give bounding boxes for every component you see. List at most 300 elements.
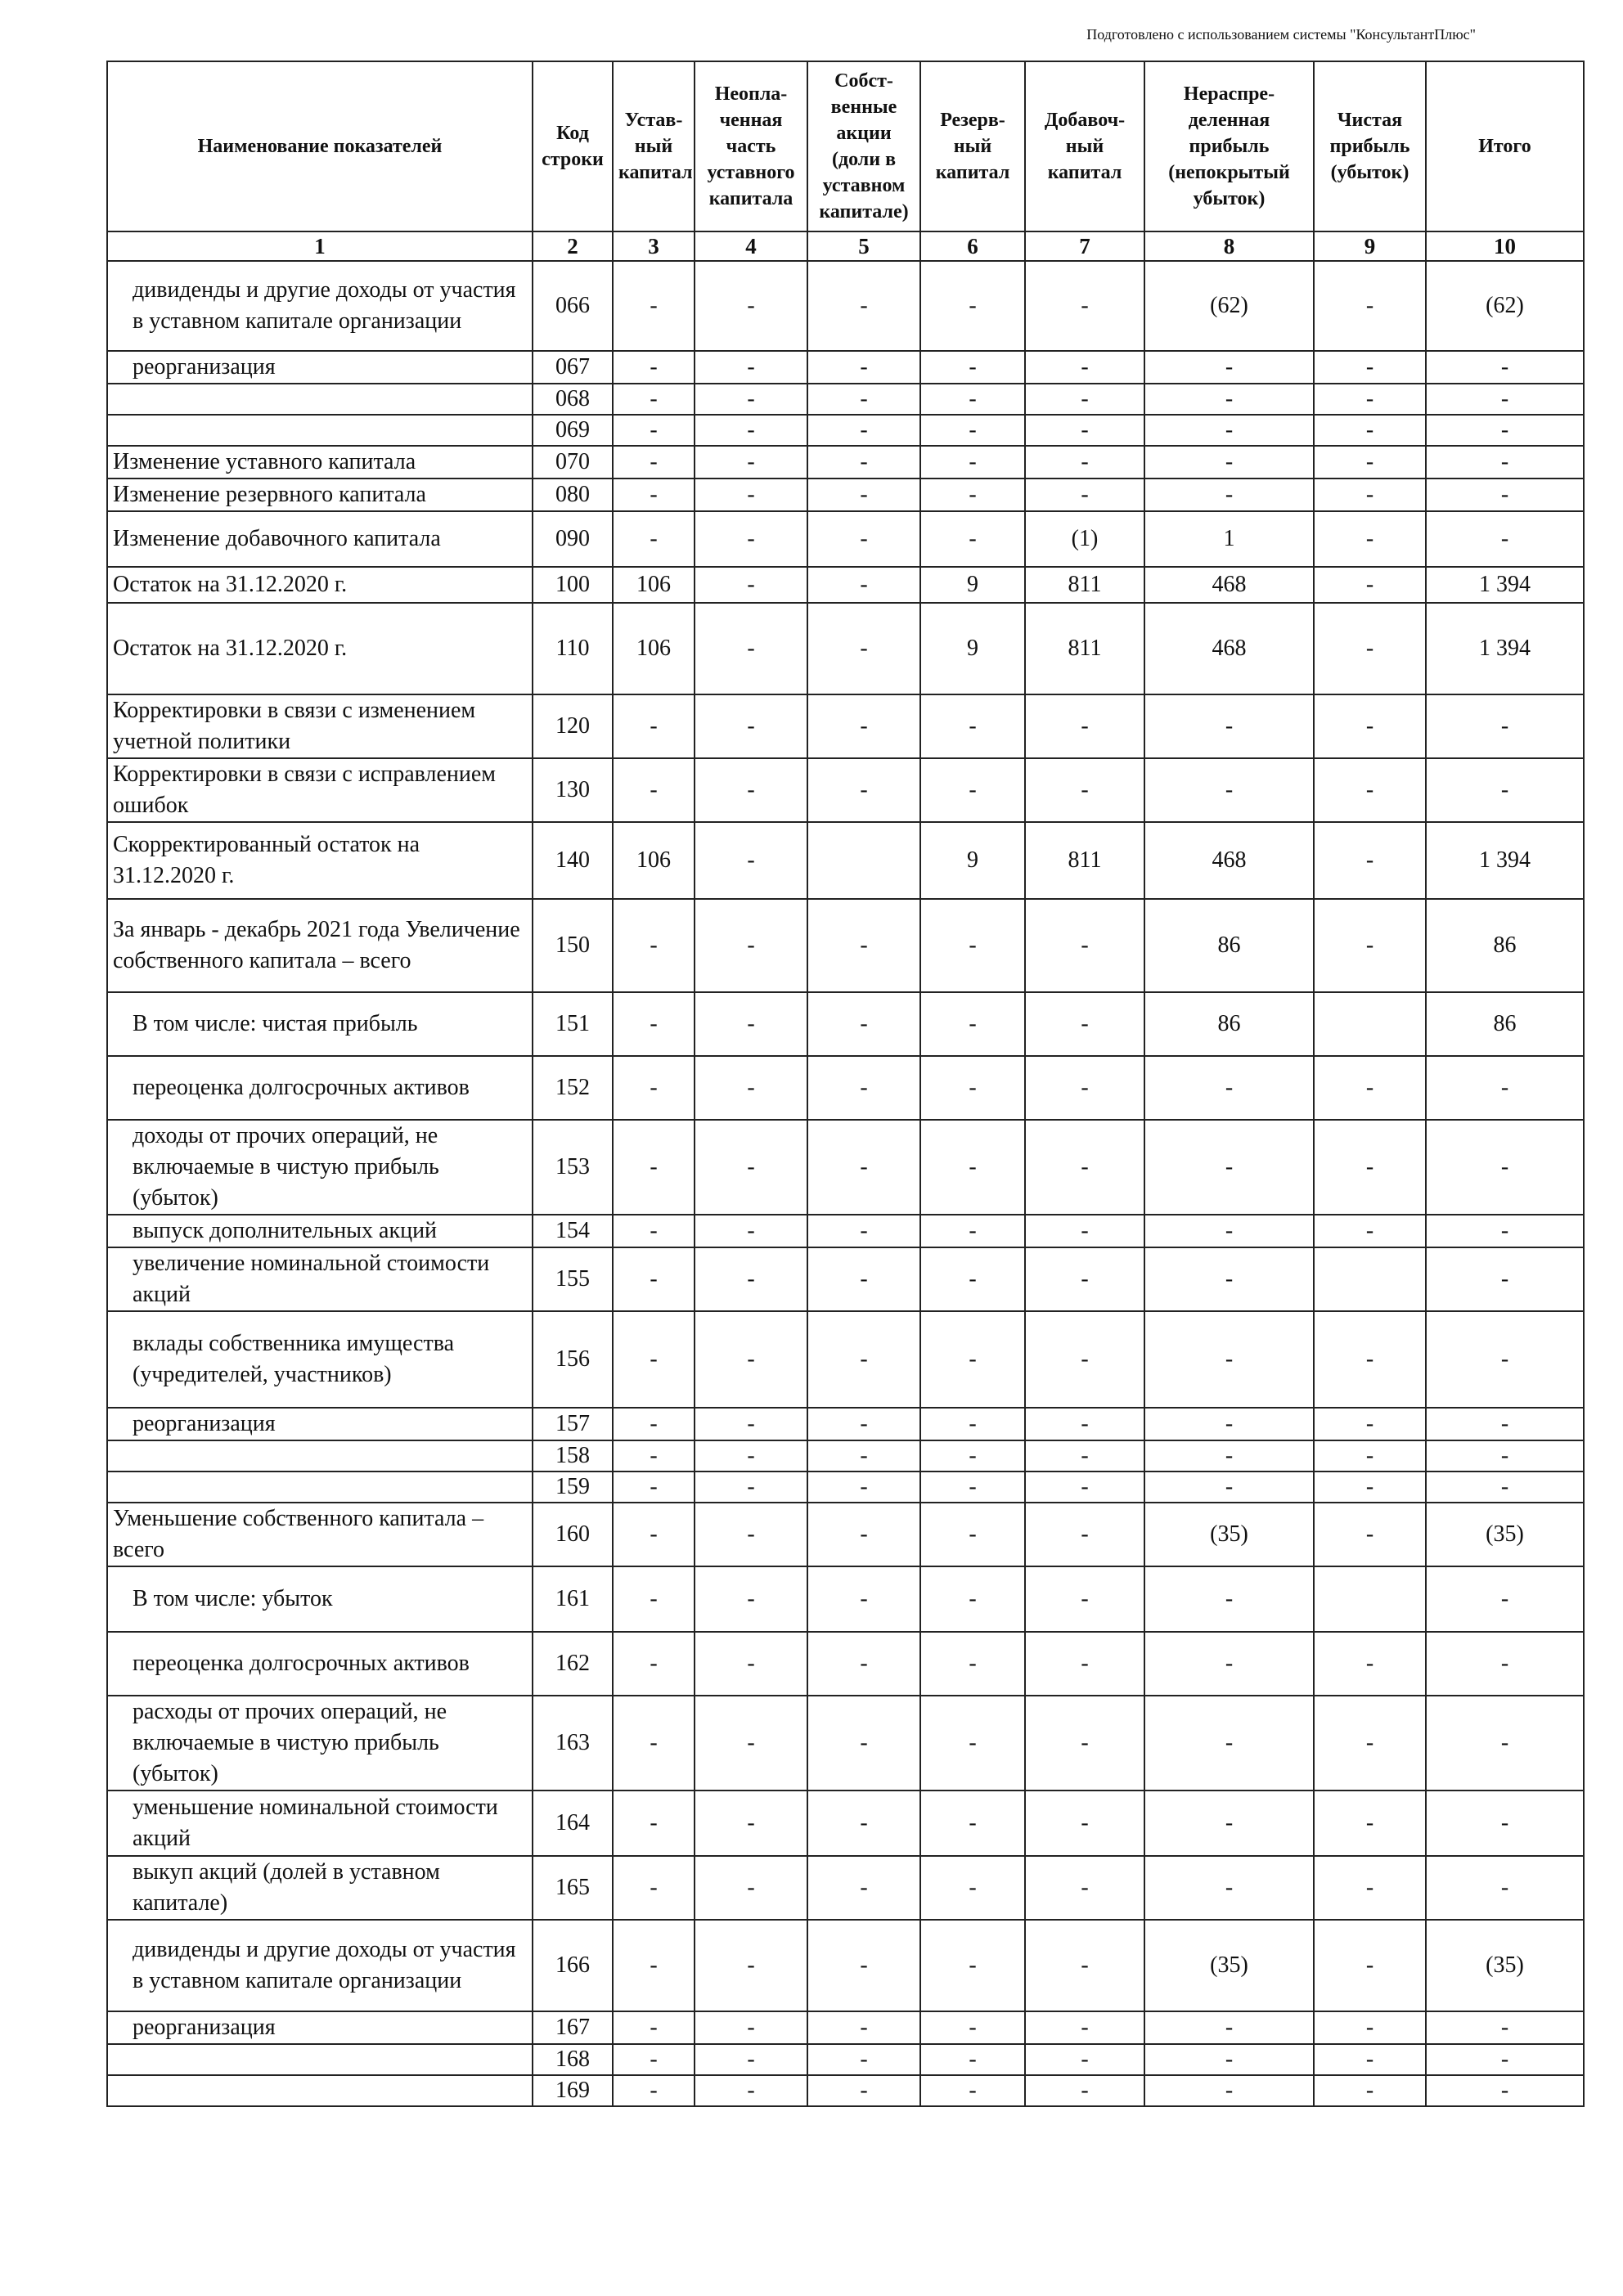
cell-value: -	[920, 1120, 1025, 1215]
cell-value: -	[1144, 479, 1314, 511]
cell-value: -	[695, 1247, 807, 1311]
cell-value: -	[920, 1566, 1025, 1632]
cell-value: -	[1314, 1408, 1426, 1440]
cell-value: -	[807, 567, 920, 603]
cell-value: -	[613, 1856, 695, 1920]
cell-value: -	[1314, 446, 1426, 479]
cell-value: -	[1025, 1056, 1144, 1120]
cell-value: -	[1025, 1856, 1144, 1920]
cell-value: -	[1426, 1247, 1584, 1311]
cell-value: -	[1025, 1920, 1144, 2011]
cell-value: -	[1426, 2044, 1584, 2075]
cell-value: -	[1144, 1856, 1314, 1920]
cell-value: -	[695, 1472, 807, 1503]
cell-value: -	[1025, 1503, 1144, 1566]
row-label: увеличение номинальной стоимости акций	[107, 1247, 533, 1311]
row-label: Остаток на 31.12.2020 г.	[107, 567, 533, 603]
cell-value: -	[920, 1247, 1025, 1311]
row-code: 167	[533, 2011, 613, 2044]
row-code: 067	[533, 351, 613, 384]
cell-value: -	[1144, 758, 1314, 822]
cell-value: -	[695, 694, 807, 758]
cell-value: -	[613, 1056, 695, 1120]
cell-value: 106	[613, 603, 695, 694]
cell-value: -	[1025, 479, 1144, 511]
cell-value: -	[613, 1920, 695, 2011]
cell-value: 86	[1426, 992, 1584, 1056]
cell-value: -	[1426, 415, 1584, 446]
cell-value: -	[807, 603, 920, 694]
cell-value: -	[613, 415, 695, 446]
cell-value: -	[695, 1056, 807, 1120]
cell-value: -	[920, 1215, 1025, 1247]
cell-value: -	[1025, 1215, 1144, 1247]
cell-value: (35)	[1144, 1503, 1314, 1566]
cell-value: 86	[1144, 992, 1314, 1056]
cell-value: -	[1426, 694, 1584, 758]
cell-value: -	[1025, 2044, 1144, 2075]
cell-value: -	[807, 1408, 920, 1440]
column-number: 5	[807, 231, 920, 261]
row-label: Скорректированный остаток на 31.12.2020 г.	[107, 822, 533, 899]
row-code: 110	[533, 603, 613, 694]
cell-value: -	[1025, 415, 1144, 446]
cell-value: -	[695, 1215, 807, 1247]
row-code: 120	[533, 694, 613, 758]
table-body	[107, 231, 1584, 2106]
cell-value: -	[695, 567, 807, 603]
cell-value: -	[807, 384, 920, 415]
cell-value: -	[807, 899, 920, 992]
cell-value: 9	[920, 603, 1025, 694]
cell-value: -	[920, 511, 1025, 567]
table-row	[107, 2011, 1584, 2044]
row-code: 165	[533, 1856, 613, 1920]
cell-value: -	[695, 2044, 807, 2075]
row-code: 162	[533, 1632, 613, 1696]
row-label: Корректировки в связи с изменением учетной политики	[107, 694, 533, 758]
cell-value: -	[1314, 1311, 1426, 1408]
row-label: дивиденды и другие доходы от участия в уставном капитале организации	[107, 1920, 533, 2011]
cell-value: -	[695, 1503, 807, 1566]
cell-value: -	[613, 1311, 695, 1408]
cell-value: -	[1025, 1120, 1144, 1215]
cell-value: -	[920, 1856, 1025, 1920]
cell-value: -	[1144, 2044, 1314, 2075]
table-row	[107, 1566, 1584, 1632]
cell-value: -	[807, 1920, 920, 2011]
cell-value: -	[920, 1696, 1025, 1791]
cell-value: (35)	[1426, 1503, 1584, 1566]
cell-value: -	[695, 1311, 807, 1408]
row-label: дивиденды и другие доходы от участия в уставном капитале организации	[107, 261, 533, 351]
row-label: переоценка долгосрочных активов	[107, 1056, 533, 1120]
cell-value: -	[920, 2044, 1025, 2075]
row-code: 157	[533, 1408, 613, 1440]
cell-value: 86	[1144, 899, 1314, 992]
cell-value: -	[1144, 1247, 1314, 1311]
cell-value: -	[920, 261, 1025, 351]
header-row	[107, 61, 1584, 231]
row-label	[107, 384, 533, 415]
table-row	[107, 1632, 1584, 1696]
cell-value: -	[1144, 1215, 1314, 1247]
row-label: В том числе: убыток	[107, 1566, 533, 1632]
cell-value: 9	[920, 567, 1025, 603]
row-code: 161	[533, 1566, 613, 1632]
row-code: 153	[533, 1120, 613, 1215]
column-number: 9	[1314, 231, 1426, 261]
cell-value: -	[1426, 1311, 1584, 1408]
cell-value: -	[1314, 479, 1426, 511]
row-code: 140	[533, 822, 613, 899]
row-label: Остаток на 31.12.2020 г.	[107, 603, 533, 694]
cell-value: -	[1314, 2044, 1426, 2075]
cell-value: -	[1426, 384, 1584, 415]
cell-value: -	[807, 2075, 920, 2106]
cell-value: -	[920, 1503, 1025, 1566]
table-row	[107, 603, 1584, 694]
cell-value: -	[1025, 351, 1144, 384]
cell-value: -	[695, 1408, 807, 1440]
cell-value: -	[807, 1566, 920, 1632]
cell-value: -	[920, 694, 1025, 758]
cell-value: -	[1426, 1120, 1584, 1215]
row-label	[107, 2044, 533, 2075]
cell-value: -	[1314, 1215, 1426, 1247]
row-code: 090	[533, 511, 613, 567]
cell-value: -	[807, 1247, 920, 1311]
cell-value: -	[920, 1920, 1025, 2011]
cell-value: -	[695, 899, 807, 992]
cell-value: -	[807, 1696, 920, 1791]
row-code: 155	[533, 1247, 613, 1311]
cell-value: -	[920, 758, 1025, 822]
column-number: 1	[107, 231, 533, 261]
cell-value: -	[920, 1056, 1025, 1120]
cell-value: -	[695, 2011, 807, 2044]
cell-value: -	[1025, 1696, 1144, 1791]
cell-value: 811	[1025, 567, 1144, 603]
row-label: Корректировки в связи с исправлением ошибок	[107, 758, 533, 822]
cell-value: -	[613, 351, 695, 384]
cell-value: -	[1314, 511, 1426, 567]
table-row	[107, 1856, 1584, 1920]
cell-value: -	[1314, 1056, 1426, 1120]
cell-value: -	[1314, 1632, 1426, 1696]
cell-value: -	[613, 384, 695, 415]
row-label: Уменьшение собственного капитала – всего	[107, 1503, 533, 1566]
row-code: 163	[533, 1696, 613, 1791]
table-row	[107, 1696, 1584, 1791]
header-unpaid-capital: Неопла-ченная часть уставного капитала	[695, 61, 807, 231]
cell-value: -	[695, 822, 807, 899]
table-row	[107, 758, 1584, 822]
row-label	[107, 1472, 533, 1503]
table-row	[107, 567, 1584, 603]
cell-value	[1314, 1566, 1426, 1632]
cell-value: -	[695, 1920, 807, 2011]
column-number-row	[107, 231, 1584, 261]
row-label: уменьшение номинальной стоимости акций	[107, 1791, 533, 1856]
cell-value: -	[807, 1856, 920, 1920]
table-row	[107, 1056, 1584, 1120]
cell-value: -	[807, 758, 920, 822]
cell-value: -	[1025, 2075, 1144, 2106]
cell-value: -	[695, 1440, 807, 1472]
row-code: 130	[533, 758, 613, 822]
cell-value: -	[1025, 694, 1144, 758]
cell-value: 468	[1144, 603, 1314, 694]
cell-value: -	[807, 1440, 920, 1472]
cell-value: -	[1426, 1696, 1584, 1791]
cell-value: -	[1426, 1632, 1584, 1696]
cell-value: -	[695, 2075, 807, 2106]
cell-value: -	[1314, 261, 1426, 351]
cell-value: -	[1426, 1215, 1584, 1247]
row-code: 150	[533, 899, 613, 992]
row-label: доходы от прочих операций, не включаемые в чистую прибыль (убыток)	[107, 1120, 533, 1215]
table-row	[107, 446, 1584, 479]
cell-value: 811	[1025, 603, 1144, 694]
table-row	[107, 351, 1584, 384]
cell-value: -	[1144, 384, 1314, 415]
cell-value: -	[613, 2011, 695, 2044]
cell-value: -	[613, 758, 695, 822]
cell-value: -	[920, 1791, 1025, 1856]
cell-value: -	[1025, 1440, 1144, 1472]
row-code: 168	[533, 2044, 613, 2075]
table-row	[107, 479, 1584, 511]
cell-value: -	[807, 415, 920, 446]
cell-value: 1 394	[1426, 822, 1584, 899]
cell-value: -	[1314, 351, 1426, 384]
column-number: 4	[695, 231, 807, 261]
cell-value: -	[807, 2011, 920, 2044]
cell-value: -	[1144, 1472, 1314, 1503]
cell-value: -	[1314, 899, 1426, 992]
cell-value: -	[695, 603, 807, 694]
table-row	[107, 1408, 1584, 1440]
cell-value: -	[1426, 479, 1584, 511]
cell-value: -	[695, 261, 807, 351]
cell-value: -	[613, 992, 695, 1056]
cell-value: -	[1144, 1408, 1314, 1440]
cell-value: -	[1314, 1791, 1426, 1856]
table-row	[107, 2075, 1584, 2106]
table-row	[107, 899, 1584, 992]
cell-value: (35)	[1144, 1920, 1314, 2011]
cell-value: -	[807, 2044, 920, 2075]
cell-value	[1314, 992, 1426, 1056]
cell-value: 1 394	[1426, 567, 1584, 603]
row-label: В том числе: чистая прибыль	[107, 992, 533, 1056]
cell-value: 106	[613, 567, 695, 603]
cell-value: 468	[1144, 567, 1314, 603]
header-charter-capital: Устав-ный капитал	[613, 61, 695, 231]
cell-value: -	[920, 384, 1025, 415]
cell-value: -	[613, 2075, 695, 2106]
cell-value: 86	[1426, 899, 1584, 992]
header-additional-capital: Добавоч-ный капитал	[1025, 61, 1144, 231]
row-code: 158	[533, 1440, 613, 1472]
cell-value: -	[695, 1791, 807, 1856]
cell-value: -	[807, 479, 920, 511]
row-code: 159	[533, 1472, 613, 1503]
cell-value: -	[613, 694, 695, 758]
table-row	[107, 1791, 1584, 1856]
cell-value: -	[920, 1440, 1025, 1472]
cell-value: -	[1426, 1440, 1584, 1472]
cell-value: -	[1314, 1856, 1426, 1920]
row-code: 152	[533, 1056, 613, 1120]
cell-value: -	[1314, 694, 1426, 758]
cell-value: -	[1144, 446, 1314, 479]
cell-value: -	[1144, 2075, 1314, 2106]
header-indicator: Наименование показателей	[107, 61, 533, 231]
row-label	[107, 2075, 533, 2106]
cell-value: -	[807, 446, 920, 479]
cell-value: -	[807, 1503, 920, 1566]
cell-value	[1314, 1247, 1426, 1311]
table-row	[107, 1311, 1584, 1408]
cell-value: -	[1025, 1247, 1144, 1311]
table-row	[107, 511, 1584, 567]
cell-value: -	[1025, 1408, 1144, 1440]
cell-value: -	[1314, 1503, 1426, 1566]
cell-value: -	[807, 1215, 920, 1247]
cell-value: -	[695, 351, 807, 384]
cell-value: -	[1426, 758, 1584, 822]
cell-value: -	[1314, 384, 1426, 415]
cell-value: -	[1314, 822, 1426, 899]
cell-value: -	[1144, 351, 1314, 384]
header-retained-earnings: Нераспре-деленная прибыль (непокрытый убыток)	[1144, 61, 1314, 231]
table-row	[107, 992, 1584, 1056]
cell-value: -	[613, 1696, 695, 1791]
row-label: реорганизация	[107, 2011, 533, 2044]
cell-value: -	[920, 2011, 1025, 2044]
cell-value: -	[920, 992, 1025, 1056]
row-code: 151	[533, 992, 613, 1056]
cell-value: -	[695, 1632, 807, 1696]
cell-value: 9	[920, 822, 1025, 899]
cell-value: -	[1025, 899, 1144, 992]
row-code: 080	[533, 479, 613, 511]
cell-value: -	[920, 415, 1025, 446]
cell-value: -	[1025, 384, 1144, 415]
source-note: Подготовлено с использованием системы "КонсультантПлюс"	[1086, 26, 1476, 43]
cell-value: -	[1025, 1791, 1144, 1856]
cell-value: -	[695, 446, 807, 479]
header-own-shares: Собст-венные акции (доли в уставном капитале)	[807, 61, 920, 231]
cell-value: -	[1426, 1408, 1584, 1440]
cell-value: -	[807, 694, 920, 758]
cell-value: -	[1426, 2011, 1584, 2044]
cell-value: -	[920, 351, 1025, 384]
cell-value: -	[613, 511, 695, 567]
cell-value: 1	[1144, 511, 1314, 567]
cell-value: -	[695, 1696, 807, 1791]
cell-value: -	[1314, 1120, 1426, 1215]
cell-value: -	[695, 1566, 807, 1632]
cell-value	[807, 822, 920, 899]
cell-value: 468	[1144, 822, 1314, 899]
row-code: 154	[533, 1215, 613, 1247]
cell-value: -	[1025, 261, 1144, 351]
table-row	[107, 1120, 1584, 1215]
cell-value: -	[1426, 1791, 1584, 1856]
table-row	[107, 261, 1584, 351]
cell-value: -	[1426, 446, 1584, 479]
cell-value: -	[1025, 1632, 1144, 1696]
cell-value: -	[807, 1472, 920, 1503]
cell-value: -	[1426, 511, 1584, 567]
cell-value: -	[613, 1408, 695, 1440]
column-number: 10	[1426, 231, 1584, 261]
column-number: 7	[1025, 231, 1144, 261]
cell-value: -	[1144, 415, 1314, 446]
cell-value: -	[1144, 1120, 1314, 1215]
cell-value: -	[1314, 2011, 1426, 2044]
row-label: выкуп акций (долей в уставном капитале)	[107, 1856, 533, 1920]
cell-value: -	[613, 1440, 695, 1472]
table-row	[107, 1440, 1584, 1472]
equity-changes-table	[106, 61, 1585, 2107]
row-code: 070	[533, 446, 613, 479]
cell-value: -	[695, 1856, 807, 1920]
cell-value: -	[1025, 992, 1144, 1056]
cell-value: -	[1144, 694, 1314, 758]
table-row	[107, 384, 1584, 415]
cell-value: -	[807, 1056, 920, 1120]
cell-value: -	[920, 1632, 1025, 1696]
cell-value: -	[920, 479, 1025, 511]
cell-value: -	[613, 1247, 695, 1311]
cell-value: -	[613, 261, 695, 351]
row-code: 068	[533, 384, 613, 415]
row-code: 160	[533, 1503, 613, 1566]
header-reserve-capital: Резерв-ный капитал	[920, 61, 1025, 231]
cell-value: -	[613, 1566, 695, 1632]
cell-value: -	[1144, 1696, 1314, 1791]
cell-value: -	[613, 1791, 695, 1856]
cell-value: -	[807, 1632, 920, 1696]
cell-value: -	[695, 758, 807, 822]
column-number: 8	[1144, 231, 1314, 261]
cell-value: -	[1144, 1311, 1314, 1408]
cell-value: -	[613, 1503, 695, 1566]
header-code: Код строки	[533, 61, 613, 231]
cell-value: -	[1144, 2011, 1314, 2044]
row-label: Изменение уставного капитала	[107, 446, 533, 479]
cell-value: -	[807, 1120, 920, 1215]
cell-value: -	[1025, 758, 1144, 822]
cell-value: -	[807, 1311, 920, 1408]
cell-value: -	[920, 1311, 1025, 1408]
cell-value: -	[695, 992, 807, 1056]
cell-value: -	[1144, 1566, 1314, 1632]
cell-value: -	[613, 899, 695, 992]
table-row	[107, 415, 1584, 446]
row-label: вклады собственника имущества (учредителей, участников)	[107, 1311, 533, 1408]
cell-value: -	[1314, 1696, 1426, 1791]
cell-value: -	[1314, 758, 1426, 822]
row-label: Изменение добавочного капитала	[107, 511, 533, 567]
table-row	[107, 694, 1584, 758]
row-code: 164	[533, 1791, 613, 1856]
header-net-profit: Чистая прибыль (убыток)	[1314, 61, 1426, 231]
